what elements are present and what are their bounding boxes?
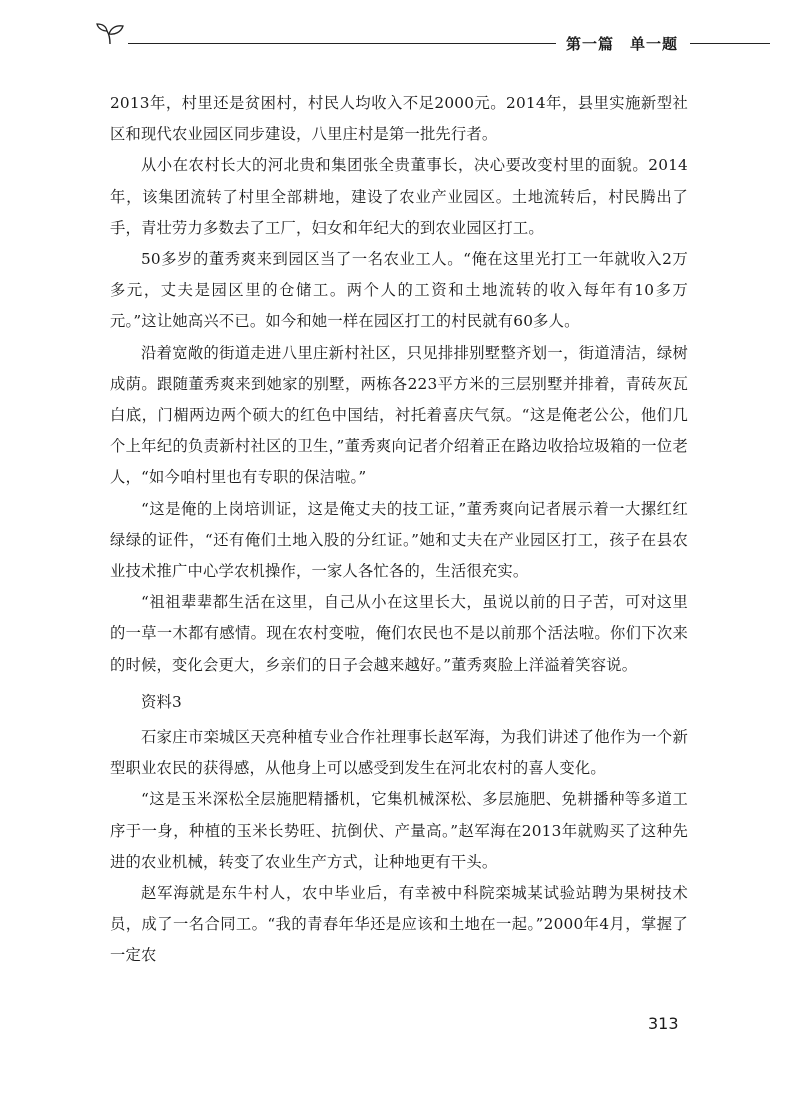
body-text: [110, 88, 688, 972]
header-rule-right: [690, 43, 770, 44]
paragraph: 赵军海就是东牛村人，农中毕业后，有幸被中科院栾城某试验站聘为果树技术员，成了一名合同工。“我的青春年华还是应该和土地在一起。”2000年4月，掌握了一定农: [110, 884, 688, 965]
sprout-icon: [96, 22, 126, 46]
paragraph: “这是俺的上岗培训证，这是俺丈夫的技工证，”董秀爽向记者展示着一大摞红红绿绿的证件，“还有俺们土地入股的分红证。”她和丈夫在产业园区打工，孩子在县农业技术推广中心学农机操作，一家人各忙各的，生活很充实。: [110, 499, 688, 581]
paragraph: 石家庄市栾城区天亮种植专业合作社理事长赵军海，为我们讲述了他作为一个新型职业农民的获得感，从他身上可以感受到发生在河北农村的喜人变化。: [110, 728, 688, 778]
paragraph: 2013年，村里还是贫困村，村民人均收入不足2000元。2014年，县里实施新型社区和现代农业园区同步建设，八里庄村是第一批先行者。: [110, 94, 688, 144]
paragraph: 沿着宽敞的街道走进八里庄新村社区，只见排排别墅整齐划一，街道清洁，绿树成荫。跟随董秀爽来到她家的别墅，两栋各223平方米的三层别墅并排着，青砖灰瓦白底，门楣两边两个硕大的红色中国结，衬托着喜庆气氛。“这是俺老公公，他们几个上年纪的负责新村社区的卫生，”董秀爽向记者介绍着正在路边收拾垃圾箱的一位老人，“如今咱村里也有专职的保洁啦。”: [110, 343, 688, 487]
page-number: 313: [648, 1014, 679, 1033]
header-title: 第一篇 单一题: [566, 35, 679, 53]
header-rule-left: [128, 43, 556, 44]
page-header: [0, 0, 800, 60]
paragraph: 50多岁的董秀爽来到园区当了一名农业工人。“俺在这里光打工一年就收入2万多元，丈夫是园区里的仓储工。两个人的工资和土地流转的收入每年有10多万元。”这让她高兴不已。如今和她一样在园区打工的村民就有60多人。: [110, 250, 688, 331]
paragraph: “这是玉米深松全层施肥精播机，它集机械深松、多层施肥、免耕播种等多道工序于一身，种植的玉米长势旺、抗倒伏、产量高。”赵军海在2013年就购买了这种先进的农业机械，转变了农业生产方式，让种地更有干头。: [110, 790, 688, 871]
paragraph: “祖祖辈辈都生活在这里，自己从小在这里长大，虽说以前的日子苦，可对这里的一草一木都有感情。现在农村变啦，俺们农民也不是以前那个活法啦。你们下次来的时候，变化会更大，乡亲们的日子会越来越好。”董秀爽脸上洋溢着笑容说。: [110, 593, 688, 674]
paragraph: 从小在农村长大的河北贵和集团张全贵董事长，决心要改变村里的面貌。2014年，该集团流转了村里全部耕地，建设了农业产业园区。土地流转后，村民腾出了手，青壮劳力多数去了工厂，妇女和年纪大的到农业园区打工。: [110, 156, 688, 237]
section-label: 资料3: [141, 692, 182, 711]
